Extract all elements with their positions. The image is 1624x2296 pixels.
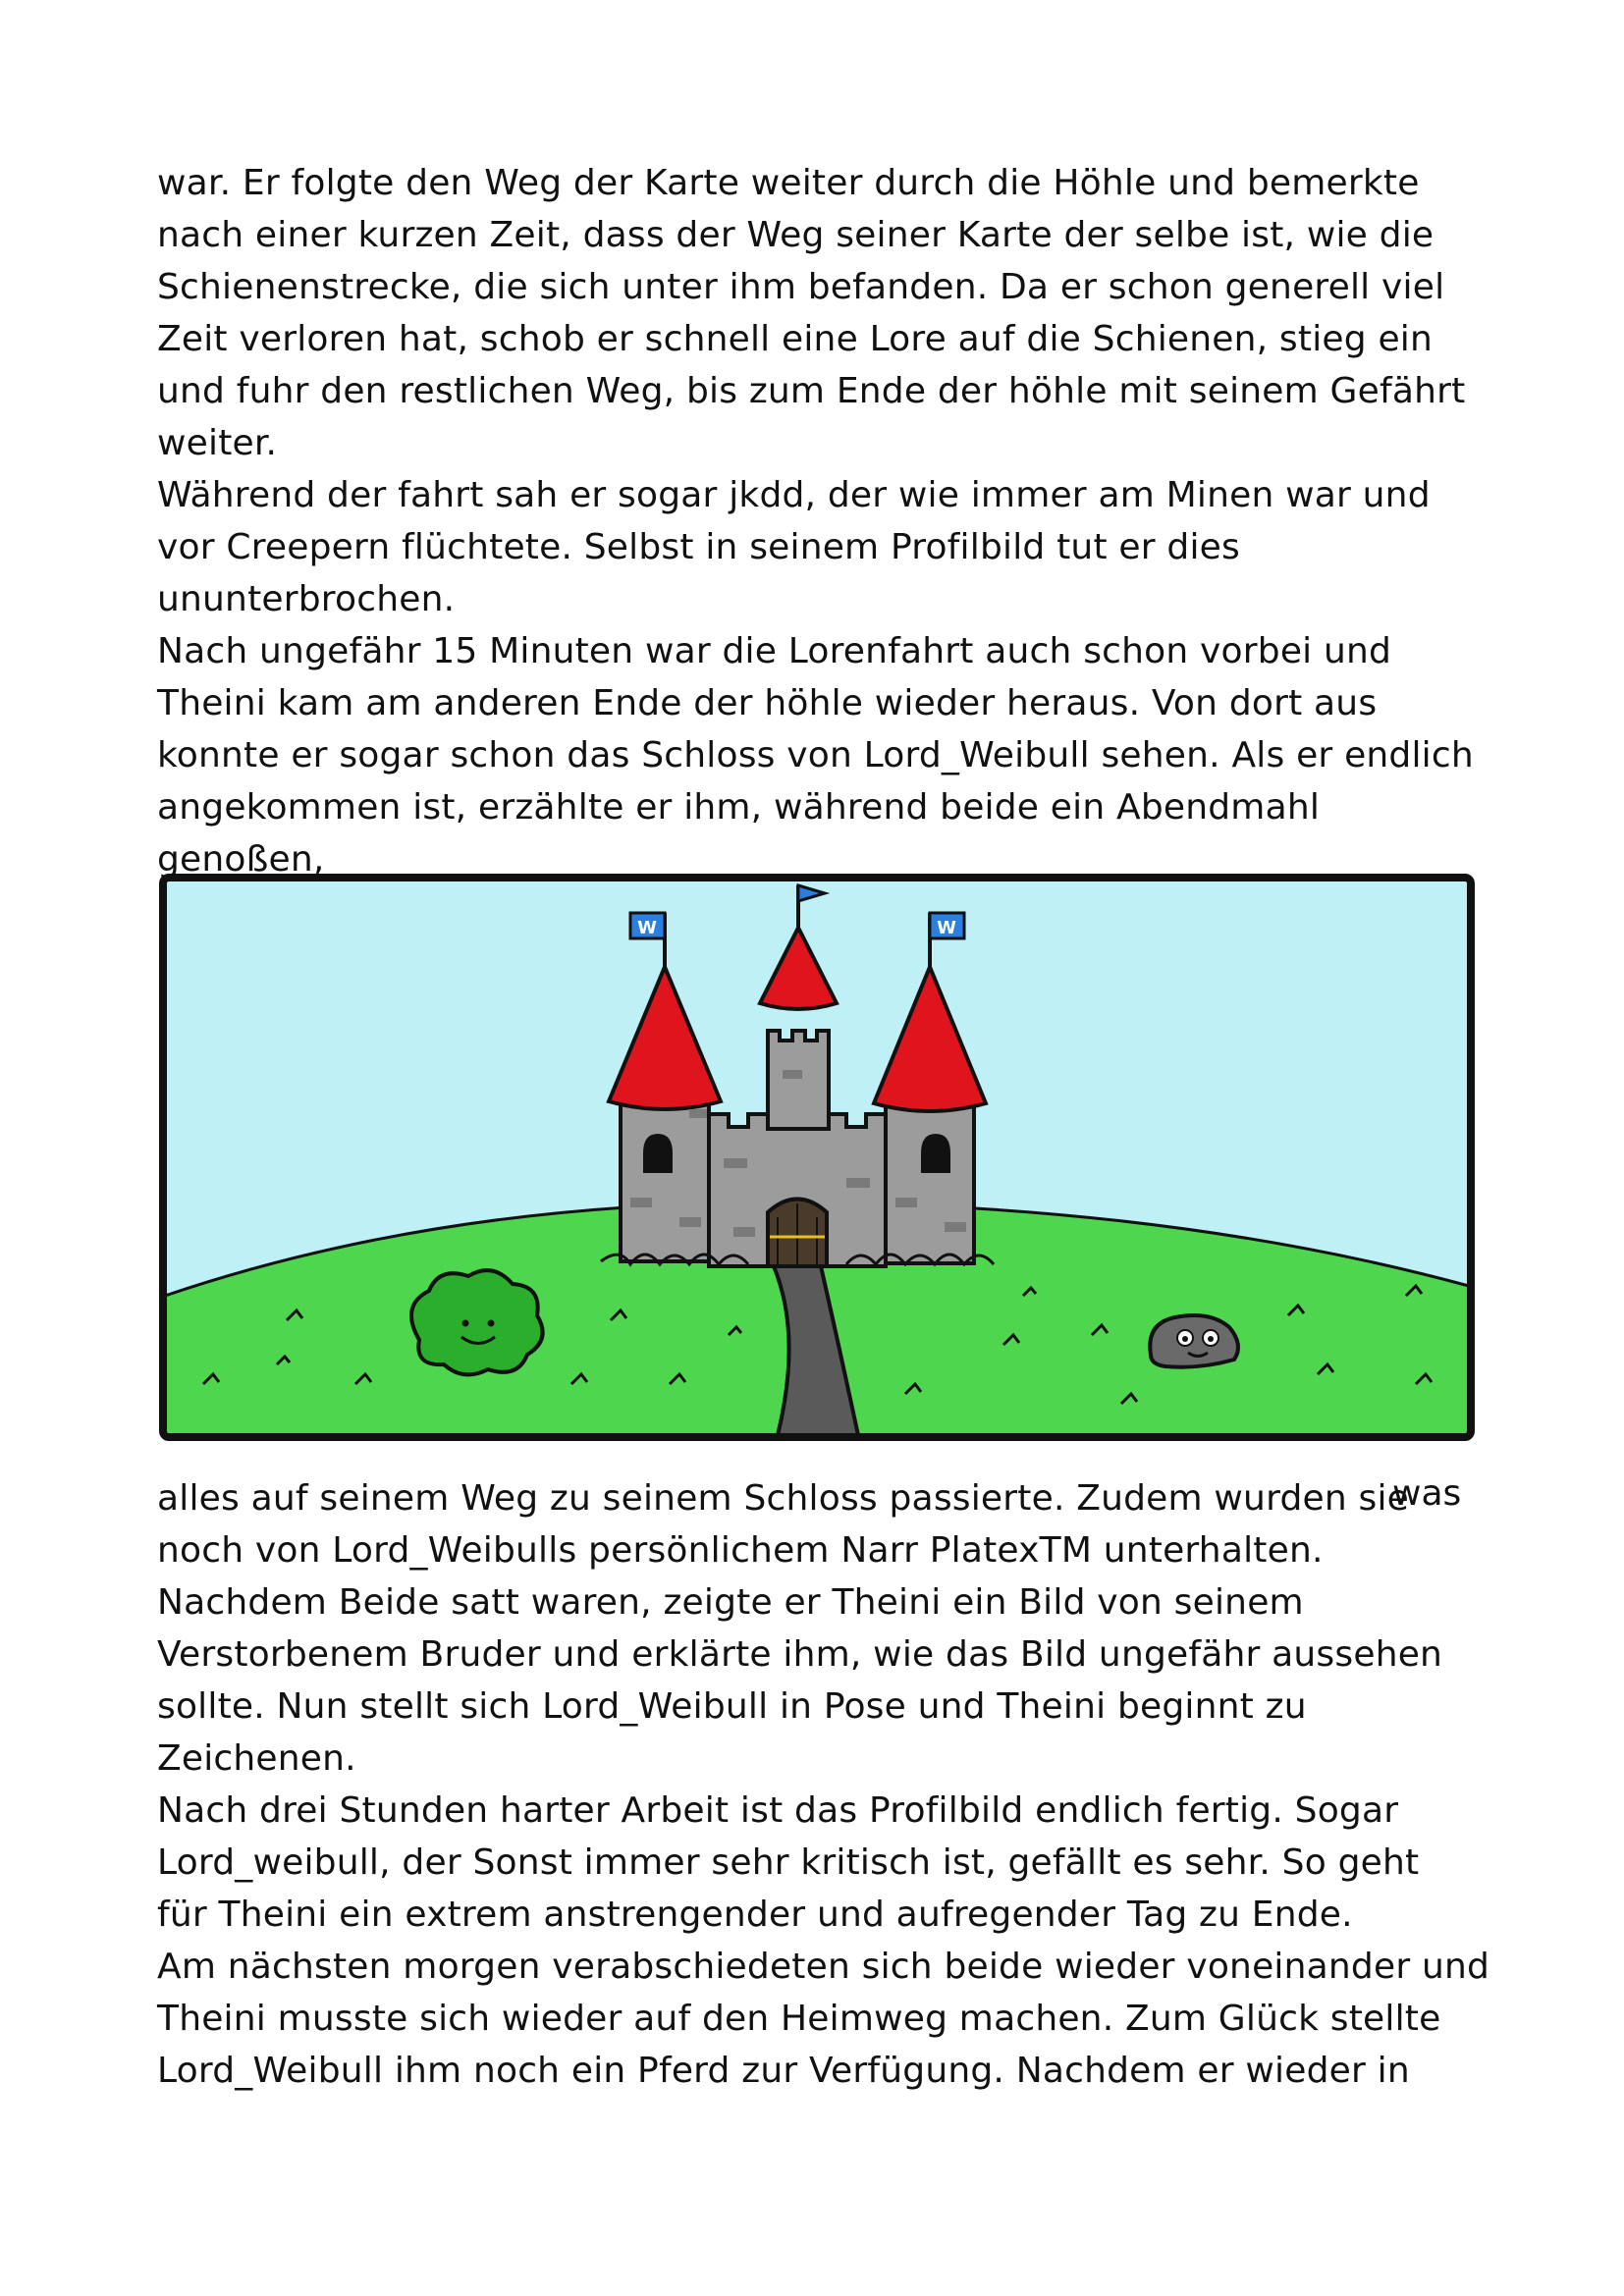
flag-letter-right: W bbox=[937, 918, 956, 938]
paragraph-top: war. Er folgte den Weg der Karte weiter durch die Höhle und bemerkte nach einer kurzen Zeit, dass der Weg seiner Karte der selbe ist, wie die Schienenstrecke, die sich unter ihm befanden. Da er schon generell viel Zeit verloren hat, schob er schnell eine Lore auf die Schienen, stieg ein und fuhr den restlichen Weg, bis zum Ende der höhle mit seinem Gefährt weiter. Während der fahrt sah er sogar jkdd, der wie immer am Minen war und vor Creepern flüchtete. Selbst in seinem Profilbild tut er dies ununterbrochen. Nach ungefähr 15 Minuten war die Lorenfahrt auch schon vorbei und Theini kam am anderen Ende der höhle wieder heraus. Von dort aus konnte er sogar schon das Schloss von Lord_Weibull sehen. Als er endlich angekommen ist, erzählte er ihm, während beide ein Abendmahl genoßen, bbox=[157, 163, 1474, 880]
flag-letter-left: W bbox=[637, 918, 657, 938]
smiling-bush bbox=[411, 1270, 543, 1374]
castle-illustration bbox=[159, 874, 1475, 1443]
smiling-rock bbox=[1150, 1315, 1238, 1367]
continuation-word: was bbox=[1392, 1473, 1462, 1514]
paragraph-bottom: alles auf seinem Weg zu seinem Schloss passierte. Zudem wurden sie noch von Lord_Weibulls persönlichem Narr PlatexTM unterhalten. Nachdem Beide satt waren, zeigte er Theini ein Bild von seinem Verstorbenem Bruder und erklärte ihm, wie das Bild ungefähr aussehen sollte. Nun stellt sich Lord_Weibull in Pose und Theini beginnt zu Zeichenen. Nach drei Stunden harter Arbeit ist das Profilbild endlich fertig. Sogar Lord_weibull, der Sonst immer sehr kritisch ist, gefällt es sehr. So geht für Theini ein extrem anstrengender und aufregender Tag zu Ende. Am nächsten morgen verabschiedeten sich beide wieder voneinander und Theini musste sich wieder auf den Heimweg machen. Zum Glück stellte Lord_Weibull ihm noch ein Pferd zur Verfügung. Nachdem er wieder in bbox=[157, 1478, 1490, 2091]
